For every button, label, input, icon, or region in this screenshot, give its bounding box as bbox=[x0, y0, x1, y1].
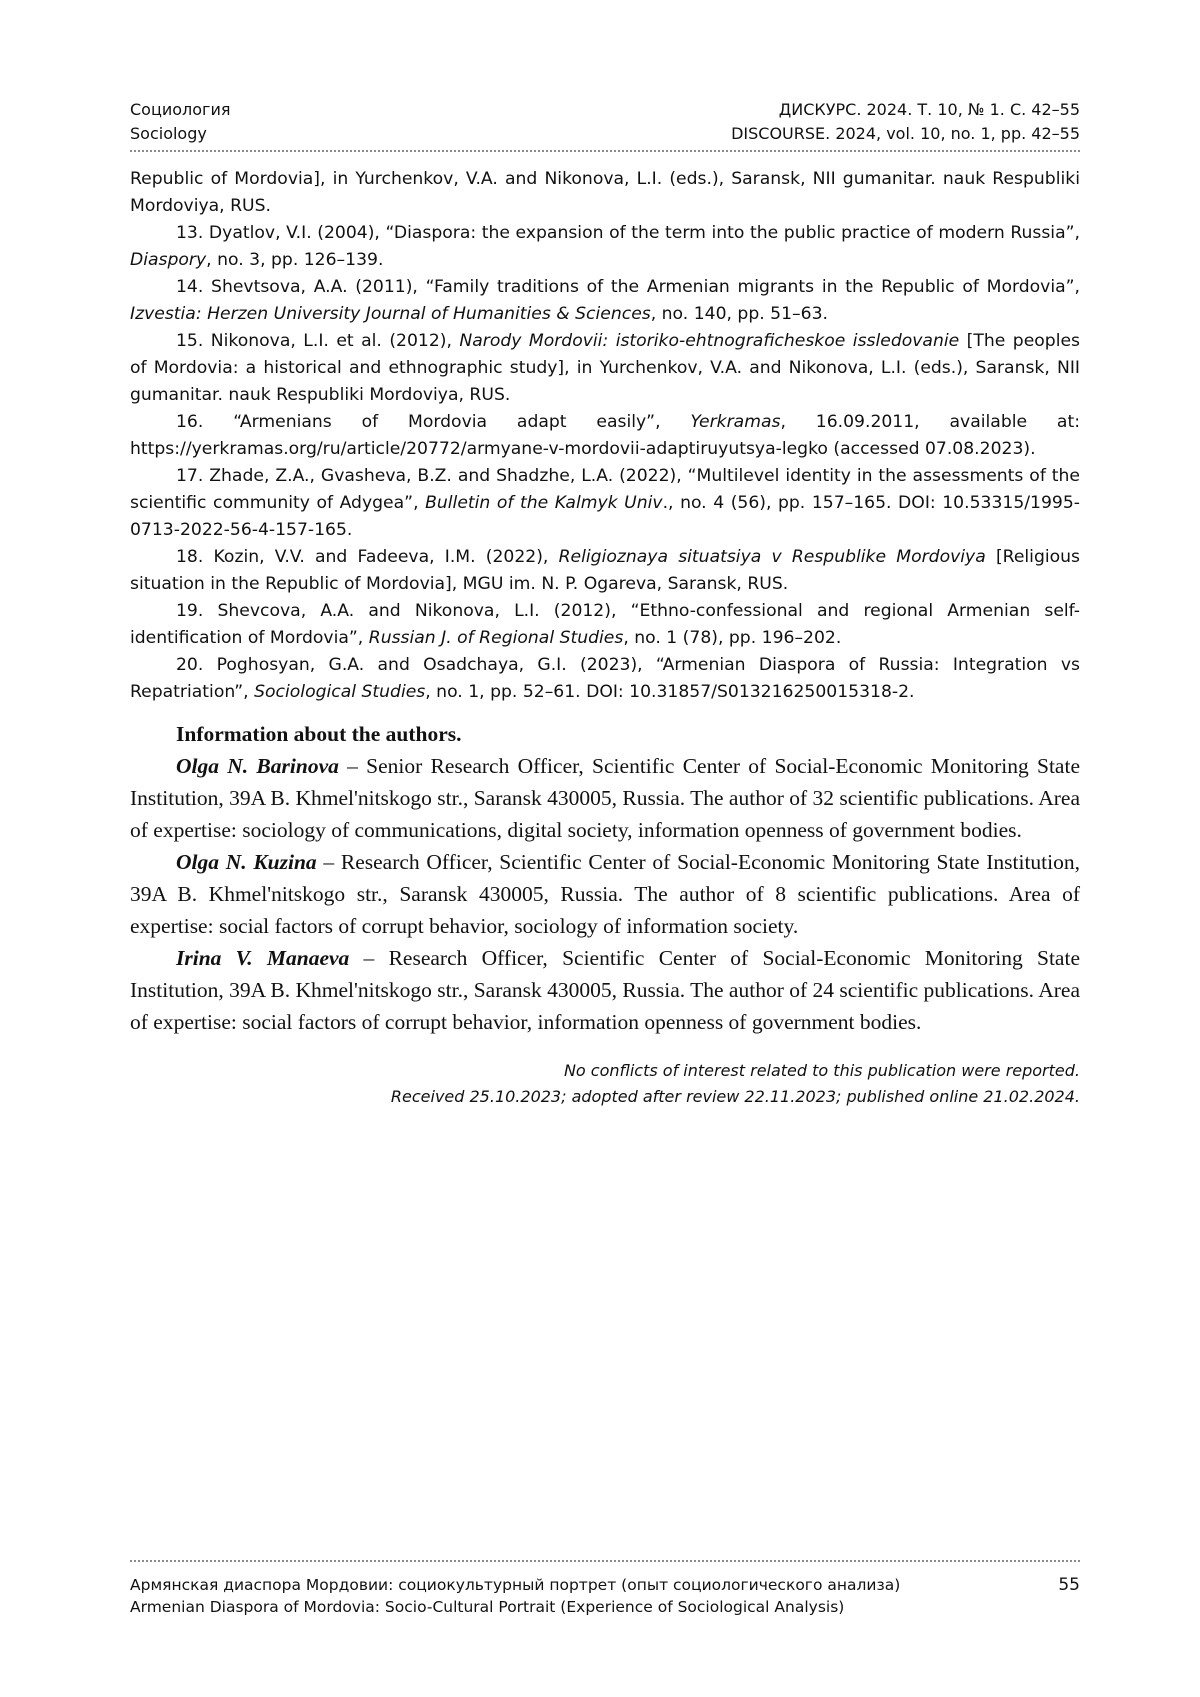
authors-heading: Information about the authors. bbox=[176, 722, 462, 746]
reference-18: 18. Kozin, V.V. and Fadeeva, I.M. (2022), Religioznaya situatsiya v Respublike Mordoviya [Religious situation in the Republic of Mordovia], MGU im. N. P. Ogareva, Saransk, RUS. bbox=[130, 547, 1081, 594]
reference-16: 16. “Armenians of Mordovia adapt easily”, Yerkramas, 16.09.2011, available at: https://yerkramas.org/ru/article/20772/armyane-v-mordovii-adaptiruyutsya-legko (accessed 07.08.2023). bbox=[130, 412, 1080, 459]
references-list bbox=[130, 166, 1080, 706]
author-bio: – Research Officer, Scientific Center of Social-Economic Monitoring State Institution, 39A B. Khmel'nitskogo str., Saransk 430005, Russia. The author of 8 scientific publications. Area of expertise: social factors of corrupt behavior, sociology of information society. bbox=[130, 850, 1080, 938]
header-section-en: Sociology bbox=[130, 124, 207, 143]
reference-20: 20. Poghosyan, G.A. and Osadchaya, G.I. (2023), “Armenian Diaspora of Russia: Integration vs Repatriation”, Sociological Studies, no. 1, pp. 52–61. DOI: 10.31857/S013216250015318-2. bbox=[130, 655, 1080, 702]
author-name: Olga N. Barinova bbox=[176, 754, 339, 778]
reference-15: 15. Nikonova, L.I. et al. (2012), Narody Mordovii: istoriko-ehtnograficheskoe issledovanie [The peoples of Mordovia: a historical and ethnographic study], in Yurchenkov, V.A. and Nikonova, L.I. (eds.), Saransk, NII gumanitar. nauk Respubliki Mordoviya, RUS. bbox=[130, 331, 1080, 405]
reference-14: 14. Shevtsova, A.A. (2011), “Family traditions of the Armenian migrants in the Republic of Mordovia”, Izvestia: Herzen University Journal of Humanities & Sciences, no. 140, pp. 51–63. bbox=[130, 277, 1080, 324]
author-name: Olga N. Kuzina bbox=[176, 850, 317, 874]
authors-section bbox=[130, 718, 1080, 1038]
conflict-statement: No conflicts of interest related to this publication were reported. bbox=[563, 1061, 1080, 1080]
header-journal-en: DISCOURSE. 2024, vol. 10, no. 1, pp. 42–55 bbox=[731, 124, 1080, 143]
publication-notes bbox=[130, 1058, 1080, 1110]
header-journal bbox=[731, 98, 1080, 146]
author-bio: – Senior Research Officer, Scientific Center of Social-Economic Monitoring State Institution, 39A B. Khmel'nitskogo str., Saransk 430005, Russia. The author of 32 scientific publications. Area of expertise: sociology of communications, digital society, information openness of government bodies. bbox=[130, 754, 1080, 842]
page-number: 55 bbox=[1058, 1575, 1080, 1595]
author-entry-barinova bbox=[130, 750, 1080, 846]
footer-title-ru: Армянская диаспора Мордовии: социокультурный портрет (опыт социологического анализа) bbox=[130, 1576, 901, 1594]
footer-title-en: Armenian Diaspora of Mordovia: Socio-Cultural Portrait (Experience of Sociological Analysis) bbox=[130, 1598, 845, 1616]
journal-page bbox=[130, 98, 1080, 1618]
reference-12-continuation: Republic of Mordovia], in Yurchenkov, V.A. and Nikonova, L.I. (eds.), Saransk, NII gumanitar. nauk Respubliki Mordoviya, RUS. bbox=[130, 169, 1080, 216]
header-section-ru: Социология bbox=[130, 100, 231, 119]
header-section bbox=[130, 98, 230, 146]
author-bio: – Research Officer, Scientific Center of Social-Economic Monitoring State Institution, 39A B. Khmel'nitskogo str., Saransk 430005, Russia. The author of 24 scientific publications. Area of expertise: social factors of corrupt behavior, information openness of government bodies. bbox=[130, 946, 1080, 1034]
header-journal-ru: ДИСКУРС. 2024. Т. 10, № 1. С. 42–55 bbox=[778, 100, 1080, 119]
author-entry-manaeva bbox=[130, 942, 1080, 1038]
reference-19: 19. Shevcova, A.A. and Nikonova, L.I. (2012), “Ethno-confessional and regional Armenian self-identification of Mordovia”, Russian J. of Regional Studies, no. 1 (78), pp. 196–202. bbox=[130, 601, 1080, 648]
publication-dates: Received 25.10.2023; adopted after review 22.11.2023; published online 21.02.2024. bbox=[390, 1087, 1080, 1106]
reference-17: 17. Zhade, Z.A., Gvasheva, B.Z. and Shadzhe, L.A. (2022), “Multilevel identity in the assessments of the scientific community of Adygea”, Bulletin of the Kalmyk Univ., no. 4 (56), pp. 157–165. DOI: 10.53315/1995-0713-2022-56-4-157-165. bbox=[130, 466, 1080, 540]
running-header bbox=[130, 98, 1080, 152]
author-name: Irina V. Manaeva bbox=[176, 946, 350, 970]
running-footer bbox=[130, 1560, 1080, 1618]
reference-13: 13. Dyatlov, V.I. (2004), “Diaspora: the expansion of the term into the public practice of modern Russia”, Diaspory, no. 3, pp. 126–139. bbox=[130, 223, 1080, 270]
author-entry-kuzina bbox=[130, 846, 1080, 942]
